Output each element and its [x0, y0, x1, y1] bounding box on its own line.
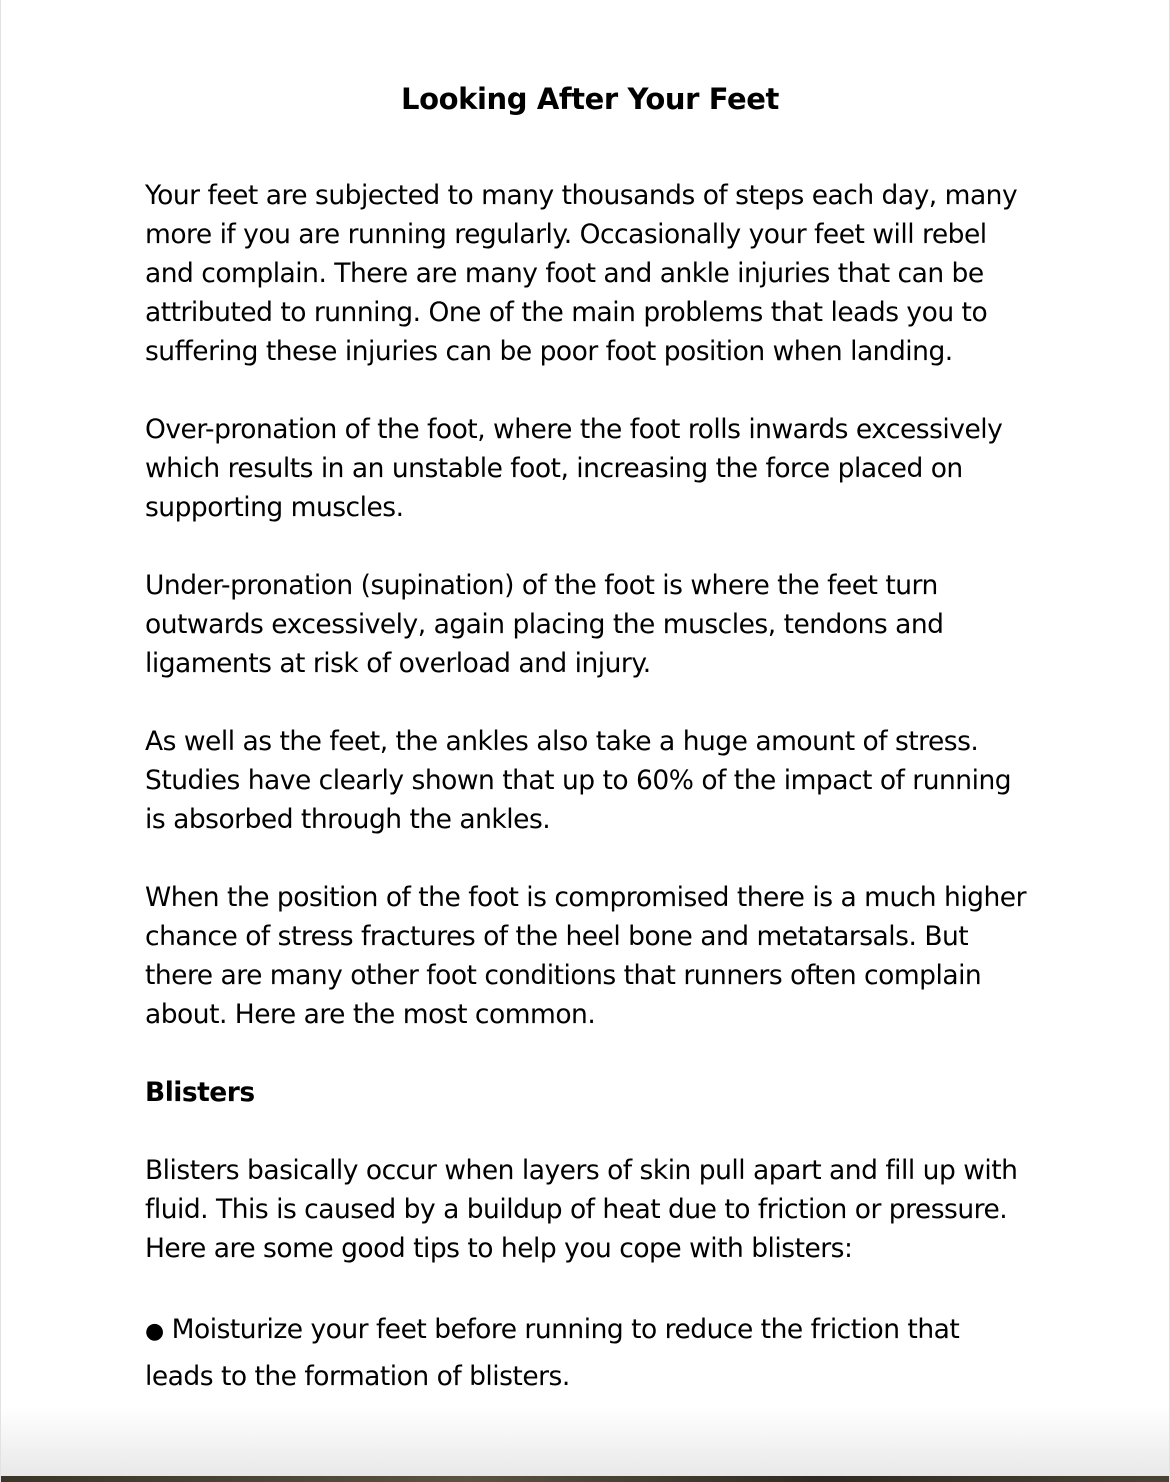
document-title: Looking After Your Feet — [401, 82, 779, 116]
paragraph-over-pronation: Over-pronation of the foot, where the foot rolls inwards excessively which results in an unstable foot, increasing the force placed on supporting muscles. — [145, 414, 1003, 523]
document-content — [145, 78, 1035, 1399]
page-bottom-shadow — [1, 1406, 1169, 1476]
paragraph-intro: Your feet are subjected to many thousands of steps each day, many more if you are running regularly. Occasionally your feet will rebel and complain. There are many foot and ankle injuries that can be attributed to running. One of the main problems that leads you to suffering these injuries can be poor foot position when landing. — [145, 180, 1018, 367]
desktop-background-strip — [1, 1476, 1169, 1482]
list-item-text: Moisturize your feet before running to reduce the friction that leads to the formation of blisters. — [145, 1314, 960, 1392]
paragraph-ankles: As well as the feet, the ankles also take a huge amount of stress. Studies have clearly shown that up to 60% of the impact of running is absorbed through the ankles. — [145, 726, 1012, 835]
paragraph-under-pronation: Under-pronation (supination) of the foot is where the feet turn outwards excessively, again placing the muscles, tendons and ligaments at risk of overload and injury. — [145, 570, 944, 679]
paragraph-blisters-intro: Blisters basically occur when layers of skin pull apart and fill up with fluid. This is caused by a buildup of heat due to friction or pressure. Here are some good tips to help you cope with blisters: — [145, 1155, 1018, 1264]
list-item — [145, 1307, 1035, 1399]
bullet-icon: ● — [145, 1319, 164, 1344]
paragraph-foot-position: When the position of the foot is compromised there is a much higher chance of stress fractures of the heel bone and metatarsals. But there are many other foot conditions that runners often complain about. Here are the most common. — [145, 882, 1026, 1030]
section-heading-blisters: Blisters — [145, 1077, 255, 1108]
